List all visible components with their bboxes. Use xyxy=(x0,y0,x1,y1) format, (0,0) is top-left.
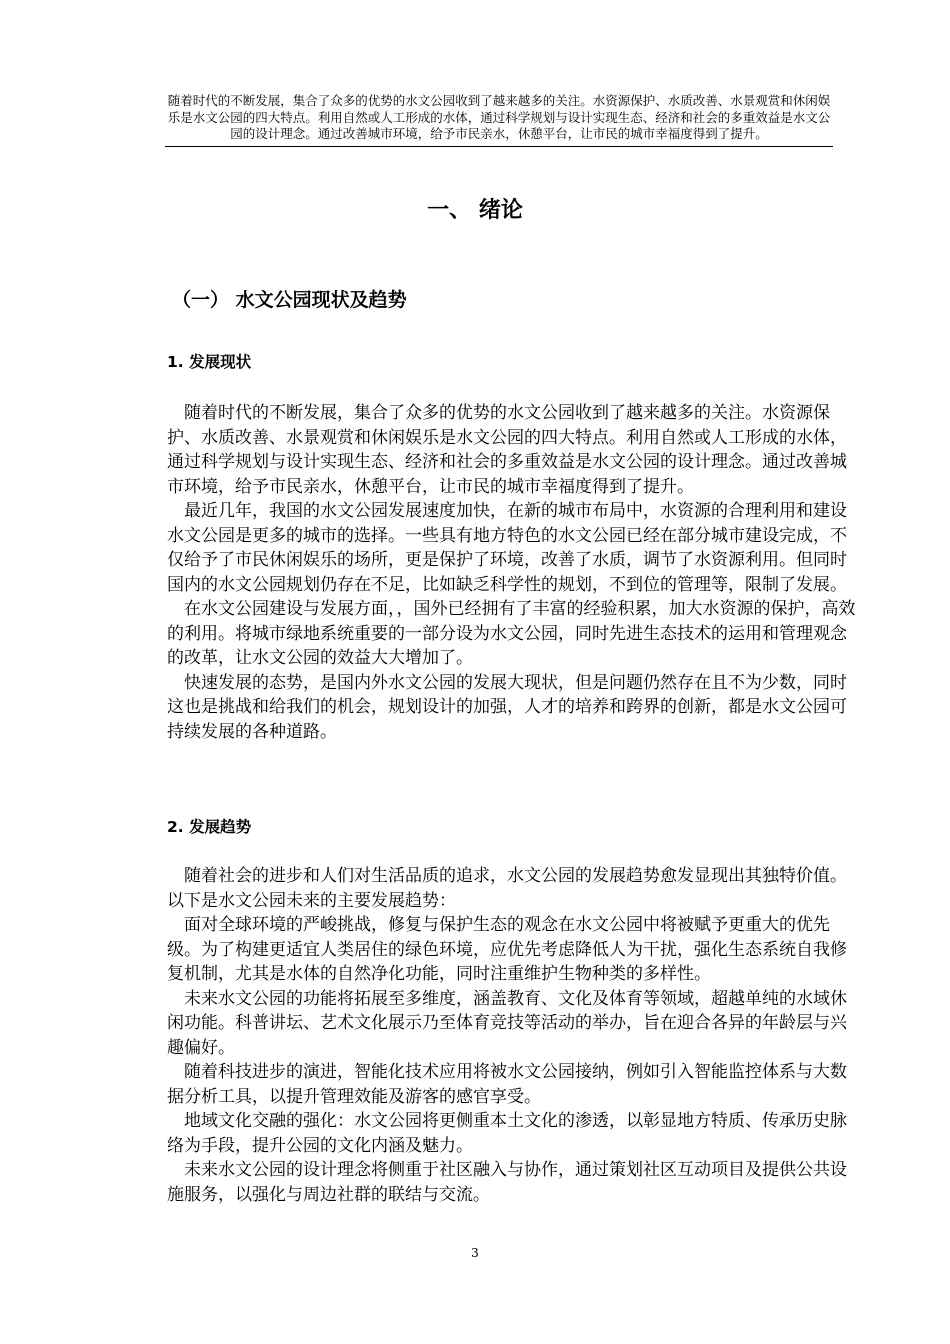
paragraph: 随着社会的进步和人们对生活品质的追求，水文公园的发展趋势愈发显现出其独特价值。以下是水文公园未来的主要发展趋势： xyxy=(167,866,847,911)
paragraph: 在水文公园建设与发展方面，，国外已经拥有了丰富的经验积累，加大水资源的保护，高效的利用。将城市绿地系统重要的一部分设为水文公园，同时先进生态技术的运用和管理观念的改革，让水文公园的效益大大增加了。 xyxy=(167,599,856,668)
paragraph: 未来水文公园的功能将拓展至多维度，涵盖教育、文化及体育等领域，超越单纯的水域休闲功能。科普讲坛、艺术文化展示乃至体育竞技等活动的举办，旨在迎合各异的年龄层与兴趣偏好。 xyxy=(167,988,847,1058)
subsection-body-status xyxy=(167,401,857,744)
paragraph: 最近几年，我国的水文公园发展速度加快，在新的城市布局中，水资源的合理利用和建设水文公园是更多的城市的选择。一些具有地方特色的水文公园已经在部分城市建设完成，不仅给予了市民休闲娱乐的场所，更是保护了环境，改善了水质，调节了水资源利用。但同时国内的水文公园规划仍存在不足，比如缺乏科学性的规划，不到位的管理等，限制了发展。 xyxy=(167,501,847,595)
paragraph: 地域文化交融的强化：水文公园将更侧重本土文化的渗透，以彰显地方特质、传承历史脉络为手段，提升公园的文化内涵及魅力。 xyxy=(167,1111,847,1156)
chapter-title: 一、 绪论 xyxy=(427,198,523,223)
subsection-title-status: 1. 发展现状 xyxy=(167,353,252,371)
subsection-title-trend: 2. 发展趋势 xyxy=(167,818,252,836)
page-number: 3 xyxy=(471,1246,479,1260)
paragraph: 快速发展的态势，是国内外水文公园的发展大现状，但是问题仍然存在且不为少数，同时这也是挑战和给我们的机会，规划设计的加强，人才的培养和跨界的创新，都是水文公园可持续发展的各种道路。 xyxy=(167,672,847,742)
paragraph: 随着科技进步的演进，智能化技术应用将被水文公园接纳，例如引入智能监控体系与大数据分析工具，以提升管理效能及游客的感官享受。 xyxy=(167,1062,847,1107)
section-title: （一） 水文公园现状及趋势 xyxy=(172,289,407,311)
paragraph: 面对全球环境的严峻挑战，修复与保护生态的观念在水文公园中将被赋予更重大的优先级。为了构建更适宜人类居住的绿色环境，应优先考虑降低人为干扰，强化生态系统自我修复机制，尤其是水体的自然净化功能，同时注重维护生物种类的多样性。 xyxy=(167,915,847,984)
paragraph: 未来水文公园的设计理念将侧重于社区融入与协作，通过策划社区互动项目及提供公共设施服务，以强化与周边社群的联结与交流。 xyxy=(167,1160,847,1205)
paragraph: 随着时代的不断发展，集合了众多的优势的水文公园收到了越来越多的关注。水资源保护、水质改善、水景观赏和休闲娱乐是水文公园的四大特点。利用自然或人工形成的水体，通过科学规划与设计实现生态、经济和社会的多重效益是水文公园的设计理念。通过改善城市环境，给予市民亲水，休憩平台，让市民的城市幸福度得到了提升。 xyxy=(167,403,847,497)
subsection-body-trend xyxy=(167,864,857,1207)
running-header: 随着时代的不断发展，集合了众多的优势的水文公园收到了越来越多的关注。水资源保护、水质改善、水景观赏和休闲娱乐是水文公园的四大特点。利用自然或人工形成的水体，通过科学规划与设计实现生态、经济和社会的多重效益是水文公园的设计理念。通过改善城市环境，给予市民亲水，休憩平台，让市民的城市幸福度得到了提升。 xyxy=(165,93,833,147)
